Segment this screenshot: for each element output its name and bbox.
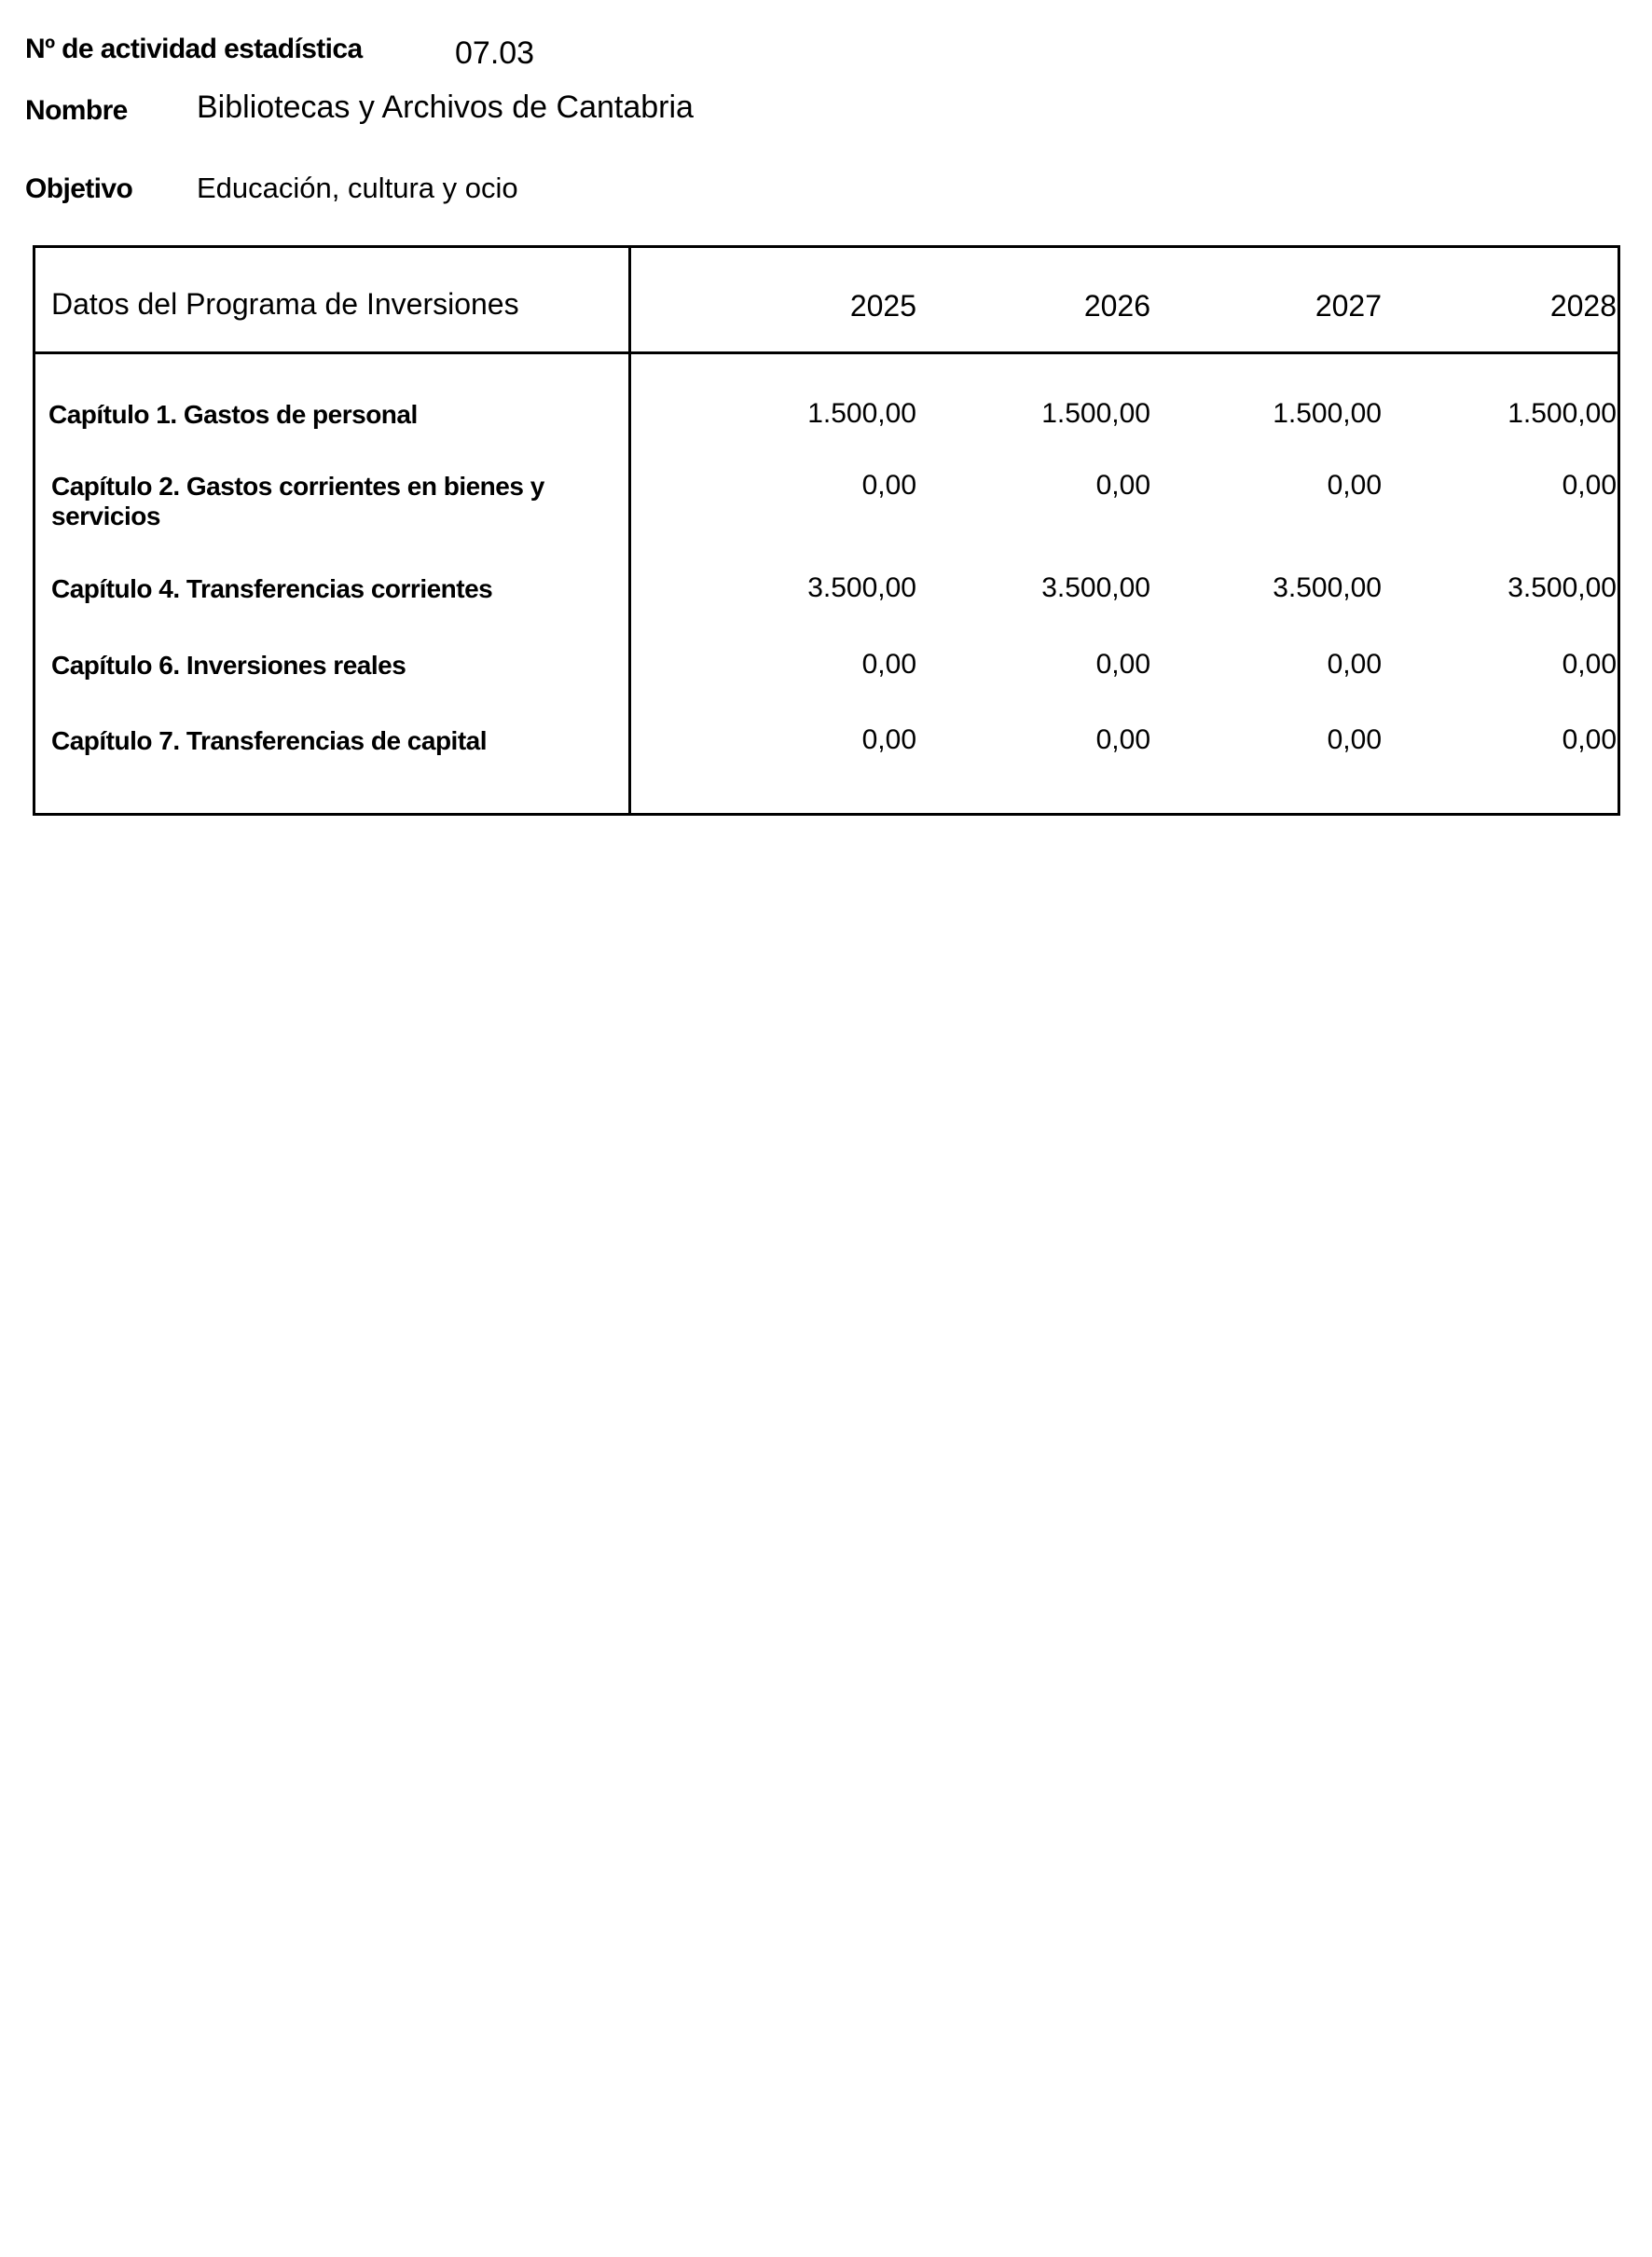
row-label-capitulo-4: Capítulo 4. Transferencias corrientes (51, 574, 493, 603)
table-cell: 0,00 (861, 649, 916, 680)
table-cell: 3.500,00 (1273, 572, 1382, 603)
header-divider (35, 351, 1618, 354)
table-cell: 0,00 (1327, 724, 1382, 755)
row-label-capitulo-1: Capítulo 1. Gastos de personal (48, 400, 418, 429)
table-cell: 0,00 (1095, 724, 1150, 755)
table-cell: 3.500,00 (1041, 572, 1150, 603)
table-cell: 1.500,00 (1273, 398, 1382, 429)
year-header-2025: 2025 (849, 289, 916, 323)
row-label-capitulo-6: Capítulo 6. Inversiones reales (51, 651, 406, 680)
row-label-capitulo-2: Capítulo 2. Gastos corrientes en bienes y servicios (51, 472, 544, 530)
name-value: Bibliotecas y Archivos de Cantabria (197, 89, 694, 125)
investment-table (33, 245, 1620, 816)
table-cell: 0,00 (1562, 649, 1617, 680)
table-cell: 0,00 (1562, 470, 1617, 501)
objective-label: Objetivo (25, 173, 133, 204)
year-header-2027: 2027 (1315, 289, 1382, 323)
table-cell: 0,00 (1095, 470, 1150, 501)
table-cell: 3.500,00 (807, 572, 916, 603)
table-cell: 1.500,00 (1041, 398, 1150, 429)
table-cell: 1.500,00 (807, 398, 916, 429)
table-cell: 0,00 (861, 470, 916, 501)
table-cell: 0,00 (1327, 649, 1382, 680)
table-title: Datos del Programa de Inversiones (51, 287, 519, 321)
table-cell: 3.500,00 (1507, 572, 1617, 603)
year-header-2028: 2028 (1549, 289, 1617, 323)
year-header-2026: 2026 (1083, 289, 1150, 323)
row-label-capitulo-7: Capítulo 7. Transferencias de capital (51, 726, 488, 755)
activity-number-label: Nº de actividad estadística (25, 34, 363, 64)
table-cell: 0,00 (861, 724, 916, 755)
table-cell: 0,00 (1327, 470, 1382, 501)
objective-value: Educación, cultura y ocio (197, 172, 518, 204)
activity-number-value: 07.03 (455, 35, 535, 71)
name-label: Nombre (25, 95, 128, 126)
table-cell: 0,00 (1562, 724, 1617, 755)
column-divider (628, 248, 631, 813)
table-cell: 1.500,00 (1507, 398, 1617, 429)
table-cell: 0,00 (1095, 649, 1150, 680)
